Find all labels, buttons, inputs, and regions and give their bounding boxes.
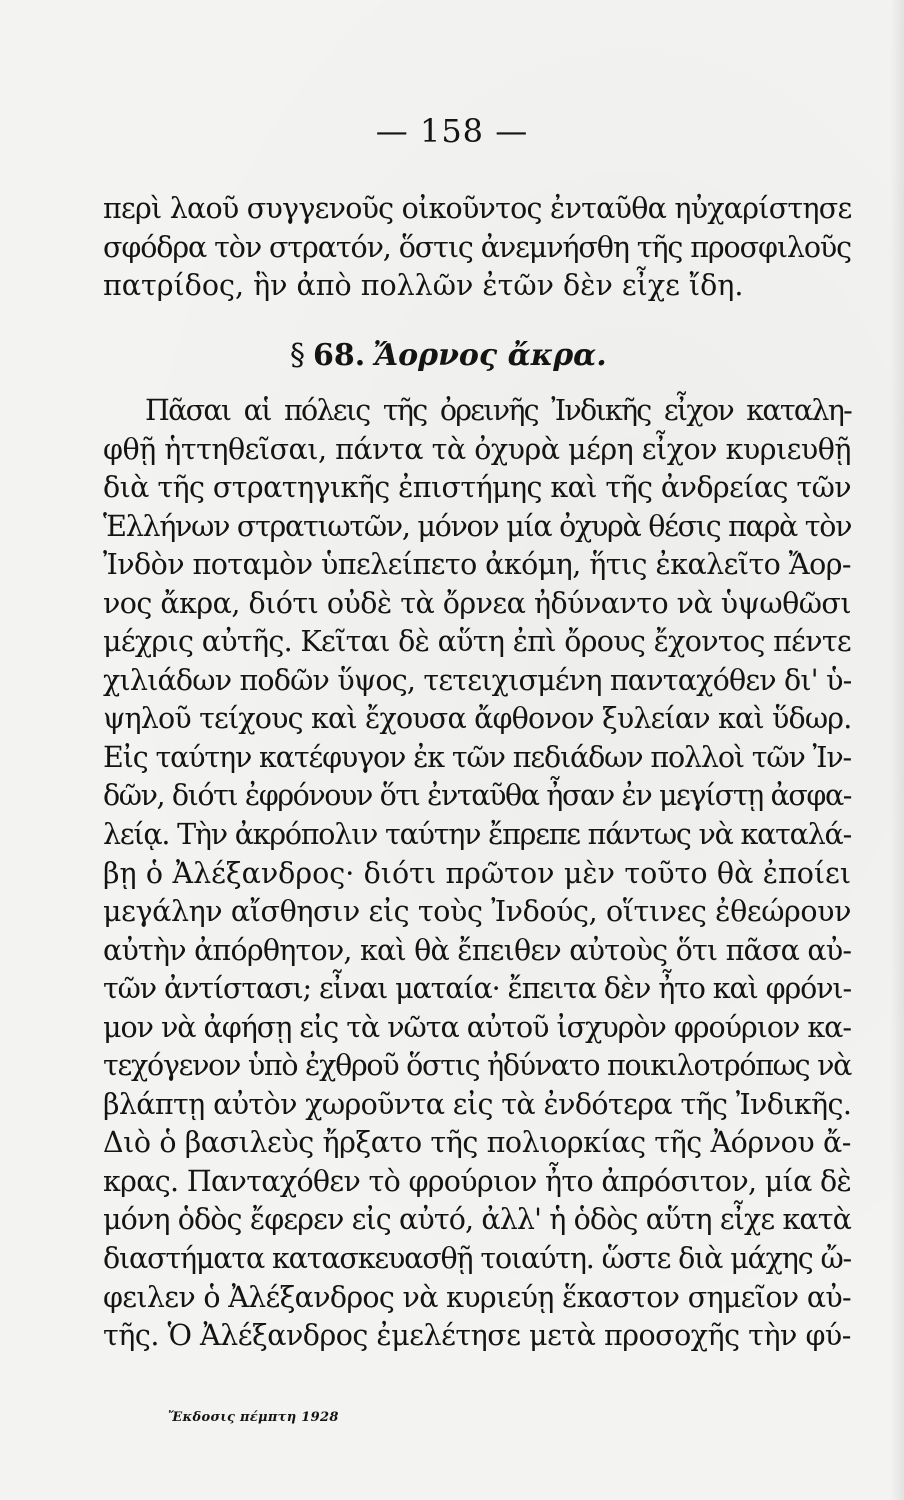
text-line: κρας. Πανταχόθεν τὸ φρούριον ἦτο ἀπρόσιτον, μία δὲ bbox=[103, 1164, 852, 1198]
text-line: τεχόγενον ὑπὸ ἐχθροῦ ὅστις ἠδύνατο ποικιλοτρόπως νὰ bbox=[103, 1049, 852, 1083]
text-line: διαστήματα κατασκευασθῇ τοιαύτη. ὥστε διὰ μάχης ὤ- bbox=[103, 1242, 851, 1276]
main-paragraph bbox=[103, 392, 851, 1356]
text-line: λείᾳ. Τὴν ἀκρόπολιν ταύτην ἔπρεπε πάντως νὰ καταλά- bbox=[103, 818, 851, 852]
text-line: φειλεν ὁ Ἀλέξανδρος νὰ κυριεύῃ ἕκαστον σημεῖον αὐ- bbox=[103, 1280, 851, 1314]
text-line: δῶν, διότι ἐφρόνουν ὅτι ἐνταῦθα ἦσαν ἐν μεγίστῃ ἀσφα- bbox=[103, 779, 851, 813]
text-line: διὰ τῆς στρατηγικῆς ἐπιστήμης καὶ τῆς ἀνδρείας τῶν bbox=[103, 471, 851, 505]
text-line: σφόδρα τὸν στρατόν, ὅστις ἀνεμνήσθη τῆς προσφιλοῦς bbox=[103, 230, 851, 264]
text-line: βῃ ὁ Ἀλέξανδρος· διότι πρῶτον μὲν τοῦτο θὰ ἐποίει bbox=[103, 856, 851, 890]
edition-footnote: Ἔκδοσις πέμπτη 1928 bbox=[168, 1410, 339, 1425]
section-symbol: § bbox=[290, 338, 305, 373]
intro-paragraph bbox=[103, 190, 851, 306]
text-line: Πᾶσαι αἱ πόλεις τῆς ὀρεινῆς Ἰνδικῆς εἶχον καταλη- bbox=[145, 394, 851, 427]
text-line: φθῇ ἡττηθεῖσαι, πάντα τὰ ὀχυρὰ μέρη εἶχον κυριευθῇ bbox=[103, 432, 851, 466]
text-line: Ἑλλήνων στρατιωτῶν, μόνον μία ὀχυρὰ θέσις παρὰ τὸν bbox=[103, 509, 852, 543]
text-line: Διὸ ὁ βασιλεὺς ἤρξατο τῆς πολιορκίας τῆς Ἀόρνου ἄ- bbox=[103, 1126, 851, 1160]
text-line: ψηλοῦ τείχους καὶ ἔχουσα ἄφθονον ξυλείαν καὶ ὕδωρ. bbox=[103, 702, 852, 736]
text-line: νος ἄκρα, διότι οὐδὲ τὰ ὄρνεα ἠδύναντο νὰ ὑψωθῶσι bbox=[103, 586, 851, 620]
text-line: μεγάλην αἴσθησιν εἰς τοὺς Ἰνδούς, οἵτινες ἐθεώρουν bbox=[103, 895, 851, 929]
text-line: τῆς. Ὁ Ἀλέξανδρος ἐμελέτησε μετὰ προσοχῆς τὴν φύ- bbox=[103, 1319, 851, 1353]
text-line: πατρίδος, ἣν ἀπὸ πολλῶν ἐτῶν δὲν εἶχε ἴδη. bbox=[103, 269, 744, 303]
text-line: μόνη ὁδὸς ἔφερεν εἰς αὐτό, ἀλλ' ἡ ὁδὸς αὕτη εἶχε κατὰ bbox=[103, 1203, 851, 1237]
section-heading bbox=[290, 336, 607, 376]
text-line: βλάπτῃ αὐτὸν χωροῦντα εἰς τὰ ἐνδότερα τῆς Ἰνδικῆς. bbox=[103, 1087, 852, 1121]
text-line: περὶ λαοῦ συγγενοῦς οἰκοῦντος ἐνταῦθα ηὐχαρίστησε bbox=[103, 192, 852, 225]
text-line: Εἰς ταύτην κατέφυγον ἐκ τῶν πεδιάδων πολλοὶ τῶν Ἰν- bbox=[103, 740, 852, 774]
text-line: αὐτὴν ἀπόρθητον, καὶ θὰ ἔπειθεν αὐτοὺς ὅτι πᾶσα αὐ- bbox=[103, 933, 852, 967]
text-line: μέχρις αὐτῆς. Κεῖται δὲ αὕτη ἐπὶ ὄρους ἔχοντος πέντε bbox=[103, 625, 851, 659]
text-line: Ἰνδὸν ποταμὸν ὑπελείπετο ἀκόμη, ἥτις ἐκαλεῖτο Ἄορ- bbox=[103, 548, 851, 582]
page-number: — 158 — bbox=[375, 112, 529, 150]
section-title: Ἄορνος ἄκρα. bbox=[373, 338, 607, 373]
page-edge-shadow bbox=[890, 0, 904, 1500]
text-line: χιλιάδων ποδῶν ὕψος, τετειχισμένη πανταχόθεν δι' ὑ- bbox=[103, 663, 852, 697]
text-line: τῶν ἀντίστασι; εἶναι ματαία· ἔπειτα δὲν ἦτο καὶ φρόνι- bbox=[103, 972, 851, 1006]
section-number: 68. bbox=[313, 338, 366, 373]
text-line: μον νὰ ἀφήσῃ εἰς τὰ νῶτα αὐτοῦ ἰσχυρὸν φρούριον κα- bbox=[103, 1010, 851, 1044]
